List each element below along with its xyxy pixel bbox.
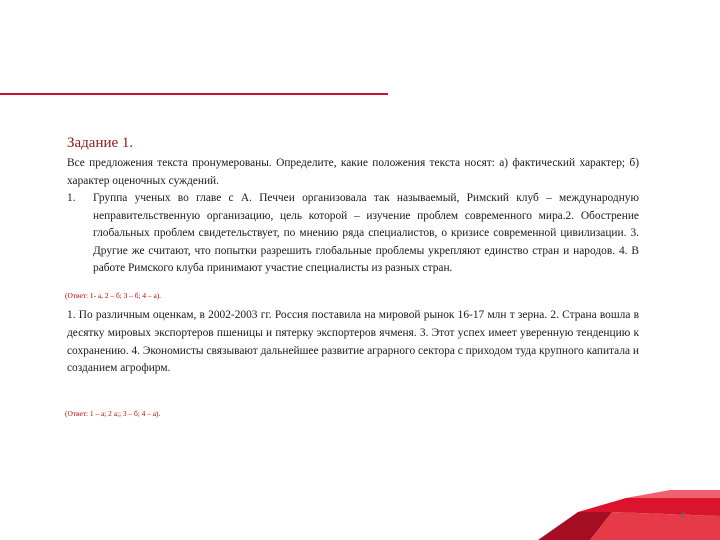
answer-key-2: (Ответ: 1 – а; 2 а;; 3 – б; 4 – а). <box>65 409 161 418</box>
statement-list <box>67 190 639 278</box>
task-instructions: Все предложения текста пронумерованы. Определите, какие положения текста носят: а) фактический характер; б) характер оценочных суждений. <box>67 157 639 187</box>
slide-title: Задание 1. <box>67 135 134 151</box>
answer-key-1: (Ответ: 1- а, 2 – б; 3 – б; 4 – а). <box>65 291 162 300</box>
ribbon-highlight-shape <box>626 490 720 498</box>
list-item-text: Группа ученых во главе с А. Печчеи организовала так называемый, Римский клуб – международную неправительственную организацию, цель которой – изучение проблем современного мира.2. Обострение глобальных проблем свидетельствует, по мнению ряда специалистов, о кризисе современной цивилизации. 3. Другие же считают, что попытки разрешить глобальные проблемы укрепляют единство стран и народов. 4. В работе Римского клуба принимают участие специалисты из разных стран. <box>93 192 639 274</box>
second-text-block: 1. По различным оценкам, в 2002-2003 гг. Россия поставила на мировой рынок 16-17 млн т зерна. 2. Страна вошла в десятку мировых экспортеров пшеницы и пятерку экспортеров ячменя. 3. Этот успех имеет уверенную тенденцию к сохранению. 4. Экономисты связывают дальнейшее развитие аграрного сектора с приходом туда крупного капитала и созданием агрофирм. <box>67 309 639 375</box>
list-item <box>67 190 639 278</box>
corner-ribbon-decoration <box>530 490 720 540</box>
page-number: 4 <box>680 510 686 521</box>
top-accent-rule <box>0 93 388 95</box>
list-item-number: 1. <box>67 192 76 204</box>
ribbon-fold-shape <box>590 512 720 540</box>
